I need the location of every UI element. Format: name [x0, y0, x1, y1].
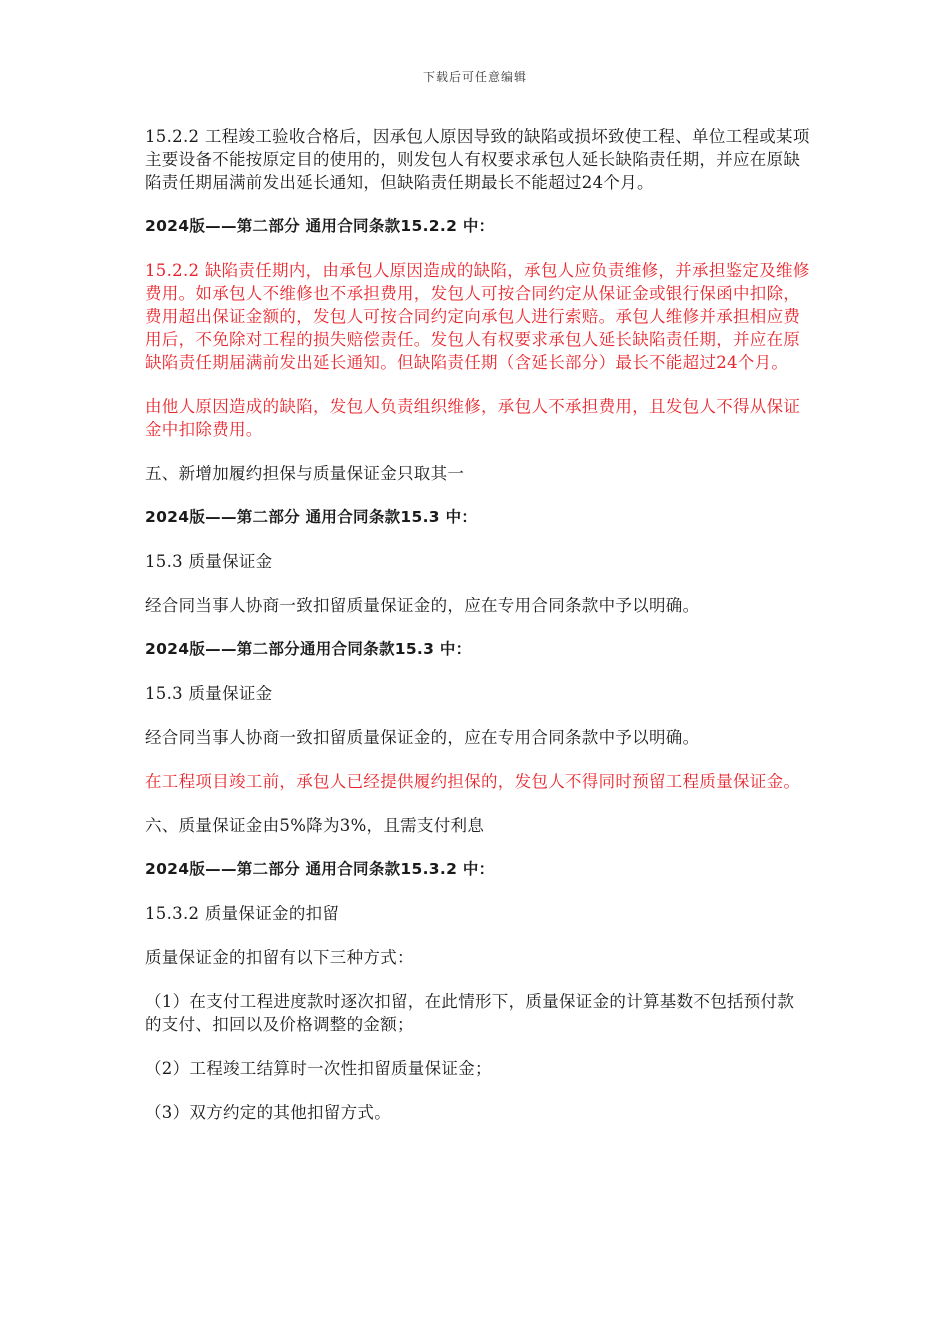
paragraph-15-2-2-new: 15.2.2 缺陷责任期内，由承包人原因造成的缺陷，承包人应负责维修，并承担鉴定及维修费用。如承包人不维修也不承担费用，发包人可按合同约定从保证金或银行保函中扣除，费用超出保证金额的，发包人可按合同约定向承包人进行索赔。承包人维修并承担相应费用后，不免除对工程的损失赔偿责任。发包人有权要求承包人延长缺陷责任期，并应在原缺陷责任期届满前发出延长通知。但缺陷责任期（含延长部分）最长不能超过24个月。 — [145, 261, 810, 372]
section-five-title: 五、新增加履约担保与质量保证金只取其一 — [145, 464, 465, 483]
clause-15-3-body-b: 经合同当事人协商一致扣留质量保证金的，应在专用合同条款中予以明确。 — [145, 728, 700, 747]
clause-15-3-2-title: 15.3.2 质量保证金的扣留 — [145, 904, 340, 923]
paragraph-15-2-2-old: 15.2.2 工程竣工验收合格后，因承包人原因导致的缺陷或损坏致使工程、单位工程或某项主要设备不能按原定目的使用的，则发包人有权要求承包人延长缺陷责任期，并应在原缺陷责任期届满前发出延长通知，但缺陷责任期最长不能超过24个月。 — [145, 127, 810, 192]
paragraph-third-party-defects: 由他人原因造成的缺陷，发包人负责组织维修，承包人不承担费用，且发包人不得从保证金中扣除费用。 — [145, 397, 801, 439]
list-item-1: （1）在支付工程进度款时逐次扣留，在此情形下，质量保证金的计算基数不包括预付款的支付、扣回以及价格调整的金额； — [145, 992, 795, 1034]
list-item-3: （3）双方约定的其他扣留方式。 — [145, 1103, 391, 1122]
paragraph-performance-guarantee: 在工程项目竣工前，承包人已经提供履约担保的，发包人不得同时预留工程质量保证金。 — [145, 772, 801, 791]
page-header: 下载后可任意编辑 — [422, 70, 527, 84]
clause-15-3-title-b: 15.3 质量保证金 — [145, 684, 273, 703]
heading-2024-15-2-2: 2024版——第二部分 通用合同条款15.2.2 中： — [145, 217, 495, 235]
document-body — [145, 125, 810, 1145]
clause-15-3-title-a: 15.3 质量保证金 — [145, 552, 273, 571]
list-item-2: （2）工程竣工结算时一次性扣留质量保证金； — [145, 1059, 492, 1078]
heading-2024-15-3-b: 2024版——第二部分通用合同条款15.3 中： — [145, 640, 472, 658]
clause-15-3-body-a: 经合同当事人协商一致扣留质量保证金的，应在专用合同条款中予以明确。 — [145, 596, 700, 615]
heading-2024-15-3-2: 2024版——第二部分 通用合同条款15.3.2 中： — [145, 860, 495, 878]
clause-15-3-2-intro: 质量保证金的扣留有以下三种方式： — [145, 948, 414, 967]
heading-2024-15-3-a: 2024版——第二部分 通用合同条款15.3 中： — [145, 508, 478, 526]
section-six-title: 六、质量保证金由5%降为3%，且需支付利息 — [145, 816, 485, 835]
